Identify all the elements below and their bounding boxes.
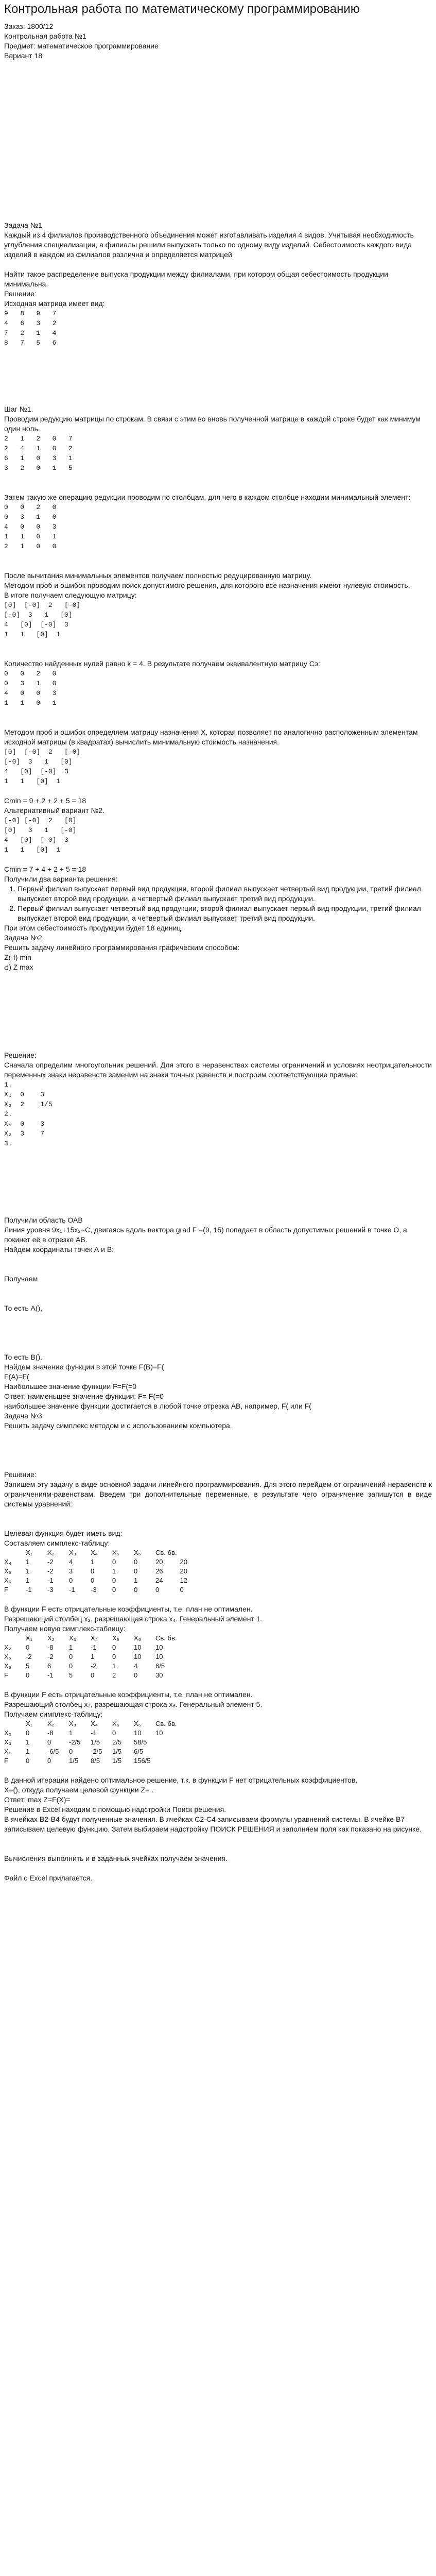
- file-text: Файл с Excel прилагается.: [4, 1874, 93, 1882]
- task1-text: Каждый из 4 филиалов производственного объединения может изготавливать изделия 4 видов. Учитывая необходимость углубления специализации, а филиалы решили выпускать только по одному виду изделий. Себестоимость каждого вида изделий в каждом из филиалов различна и определяется матрицей: [4, 231, 414, 259]
- matrix-alt: [-0] [-0] 2 [0] [0] 3 1 [-0] 4 [0] [-0] 3 1 1 [0] 1: [4, 817, 77, 854]
- cmin1: Cmin = 9 + 2 + 2 + 5 = 18: [4, 796, 86, 805]
- task2-heading: Задача №2: [4, 934, 42, 942]
- r1-text: Разрешающий столбец x₂, разрешающая строка x₄. Генеральный элемент 1.: [4, 1615, 263, 1623]
- table-row: X₅ -2 -2 0 1 0 10 10: [4, 1653, 163, 1660]
- table-row: F -1 -3 -1 -3 0 0 0 0: [4, 1586, 184, 1594]
- table-row: X₁ 1 -6/5 0 -2/5 1/5 6/5: [4, 1748, 144, 1755]
- new2-text: Получаем симплекс-таблицу:: [4, 1710, 103, 1718]
- task1-matrix-label: Исходная матрица имеет вид:: [4, 299, 105, 308]
- min-cost: При этом себестоимость продукции будет 18 единиц.: [4, 924, 183, 932]
- task2-objective: Z(-f) min: [4, 953, 31, 961]
- f1-text: В функции F есть отрицательные коэффициенты, т.е. план не оптимален.: [4, 1605, 253, 1613]
- table-row: X₆ 5 6 0 -2 1 4 6/5: [4, 1662, 165, 1670]
- task1-solution-label: Решение:: [4, 290, 37, 298]
- step4-text: Методом проб и ошибок проводим поиск допустимого решения, для которого все назначения имеют нулевую стоимость.: [4, 581, 410, 589]
- task1-heading: Задача №1: [4, 221, 42, 229]
- r2-text: Разрешающий столбец x₂, разрешающая строка x₆. Генеральный элемент 5.: [4, 1700, 263, 1708]
- fbig-text: Наибольшее значение функции F=F(=0: [4, 1382, 136, 1391]
- work-title: Контрольная работа №1: [4, 32, 86, 40]
- new1-text: Получаем новую симплекс-таблицу:: [4, 1624, 126, 1633]
- matrix-step1: 2 1 2 0 7 2 4 1 0 2 6 1 0 3 1 3 2 0 1 5: [4, 435, 73, 472]
- opt-text: X=(), откуда получаем целевой функции Z= .: [4, 1786, 153, 1794]
- task2-solution-label: Решение:: [4, 1051, 37, 1059]
- fmin2-text: наибольшее значение функции достигается в любой точке отрезка АВ, например, F( или F(: [4, 1402, 311, 1410]
- point-a: То есть А(),: [4, 1304, 43, 1312]
- lines-table: 1. X₁ 0 3 X₂ 2 1/5 2. X₁ 0 3 X₂ 3 7 3.: [4, 1081, 53, 1147]
- step1-heading: Шаг №1.: [4, 405, 33, 413]
- coords-text: Найдем координаты точек А и В:: [4, 1245, 114, 1253]
- list-item: 2. Первый филиал выпускает четвертый вид продукции, второй филиал выпускает первый вид продукции, третий филиал выпускает второй вид продукции, а четвертый филиал выпускает третий вид продукции.: [18, 904, 432, 923]
- table-row: X₅ 1 -2 3 0 1 0 26 20: [4, 1567, 187, 1575]
- excel-desc: В ячейках В2-В4 будут полученные значения. В ячейках С2-С4 записываем формулы уравнений системы. В ячейке В7 записываем целевую функцию. Затем выбираем надстройку ПОИСК РЕШЕНИЯ и заполняем поля как показано на рисунке.: [4, 1815, 422, 1833]
- f2-text: В функции F есть отрицательные коэффициенты, т.е. план не оптимален.: [4, 1690, 253, 1699]
- table-row: F 0 0 1/5 8/5 1/5 156/5: [4, 1757, 151, 1765]
- step2-text: Затем такую же операцию редукции проводим по столбцам, для чего в каждом столбце находим минимальный элемент:: [4, 493, 411, 501]
- simplex-table-1: X₁ X₂ X₃ X₄ X₅ X₆ Св. бв. X₄ 1 -2 4 1 0 0 20 20 X₅ 1 -2 3 0 1 0 26 20 X₆ 1 -1 0 0 0 1 24 12 F -1 -3 -1 -3 0 0 0 0: [4, 1548, 201, 1595]
- table-row: X₂ 0 -8 1 -1 0 10 10: [4, 1643, 163, 1651]
- count-text: Количество найденных нулей равно k = 4. В результате получаем эквивалентную матрицу Cэ:: [4, 659, 320, 668]
- fmax-text: Найдем значение функции в этой точке F(B)=F(: [4, 1363, 164, 1371]
- region-text: Получили область ОАВ: [4, 1216, 83, 1224]
- simplex-table-2: X₁ X₂ X₃ X₄ X₅ X₆ Св. бв. X₂ 0 -8 1 -1 0 10 10 X₅ -2 -2 0 1 0 10 10 X₆ 5 6 0 -2 1 4 6/5 F 0 -1 5 0 2 0 30: [4, 1634, 180, 1680]
- table-row: X₂ 0 -8 1 -1 0 10 10: [4, 1729, 163, 1737]
- answer-list: [4, 884, 432, 923]
- goal-text: Целевая функция будет иметь вид:: [4, 1529, 123, 1537]
- final-text: В данной итерации найдено оптимальное решение, т.к. в функции F нет отрицательных коэффициентов.: [4, 1776, 358, 1784]
- get-text: Получаем: [4, 1275, 38, 1283]
- list-item: 1. Первый филиал выпускает первый вид продукции, второй филиал выпускает четвертый вид продукции, третий филиал выпускает второй вид продукции, а четвертый филиал выпускает третий вид продукции.: [18, 884, 432, 904]
- step1-text: Проводим редукцию матрицы по строкам. В связи с этим во вновь полученной матрице в каждой строке будет как минимум один ноль.: [4, 415, 421, 433]
- matrix-step3: [0] [-0] 2 [-0] [-0] 3 1 [0] 4 [0] [-0] 3 1 1 [0] 1: [4, 601, 81, 638]
- task2-text: Решить задачу линейного программирования графическим способом:: [4, 943, 240, 952]
- variant-line: Вариант 18: [4, 52, 43, 60]
- simplex-table-3: X₁ X₂ X₃ X₄ X₅ X₆ Св. бв. X₂ 0 -8 1 -1 0 10 10 X₃ 1 0 -2/5 1/5 2/5 58/5 X₁ 1 -6/5 0 -2/5 1/5 6/5 F 0 0 1/5 8/5 1/5 156/5: [4, 1719, 180, 1766]
- excel-text: Решение в Excel находим с помощью надстройки Поиск решения.: [4, 1805, 226, 1814]
- matrix-equivalent: 0 0 2 0 0 3 1 0 4 0 0 3 1 1 0 1: [4, 670, 57, 707]
- alt-variant: Альтернативный вариант №2.: [4, 806, 105, 815]
- table-row: F 0 -1 5 0 2 0 30: [4, 1671, 163, 1679]
- step3-text: После вычитания минимальных элементов получаем полностью редуцированную матрицу.: [4, 571, 312, 580]
- task1-text2: Найти такое распределение выпуска продукции между филиалами, при котором общая себестоимость продукции минимальна.: [4, 270, 388, 288]
- matrix-initial: 9 8 9 7 4 6 3 2 7 2 1 4 8 7 5 6: [4, 310, 57, 347]
- task2-solution-text: Сначала определим многоугольник решений. Для этого в неравенствах системы ограничений и условиях неотрицательности переменных знаки неравенств заменим на знаки точных равенств и построим соответствующие прямые:: [4, 1061, 432, 1079]
- fmin-text: Ответ: наименьшее значение функции: F= F(=0: [4, 1392, 164, 1400]
- table-label: Составляем симплекс-таблицу:: [4, 1539, 110, 1547]
- document-page: [0, 2, 436, 1883]
- table-row: X₄ 1 -2 4 1 0 0 20 20: [4, 1558, 187, 1566]
- cmin2: Cmin = 7 + 4 + 2 + 5 = 18: [4, 865, 86, 873]
- answer-text: Ответ: max Z=F(X)=: [4, 1795, 71, 1804]
- subject-line: Предмет: математическое программирование: [4, 42, 159, 50]
- answer-title: Получили два варианта решения:: [4, 875, 118, 883]
- task3-text: Решить задачу симплекс методом и с использованием компьютера.: [4, 1421, 232, 1430]
- task2-constraint: Ԁ) Z max: [4, 963, 33, 971]
- matrix-step2: 0 0 2 0 0 3 1 0 4 0 0 3 1 1 0 1 2 1 0 0: [4, 503, 57, 550]
- order-number: Заказ: 1800/12: [4, 22, 54, 30]
- last-text: Вычисления выполнить и в заданных ячейках получаем значения.: [4, 1854, 228, 1862]
- table-row: X₆ 1 -1 0 0 0 1 24 12: [4, 1577, 187, 1584]
- point-b: То есть В().: [4, 1353, 43, 1361]
- matrix-assignment: [0] [-0] 2 [-0] [-0] 3 1 [0] 4 [0] [-0] 3 1 1 [0] 1: [4, 748, 81, 785]
- table-row: X₃ 1 0 -2/5 1/5 2/5 58/5: [4, 1738, 147, 1746]
- hungarian-text: Методом проб и ошибок определяем матрицу назначения Х, которая позволяет по аналогично расположенным элементам исходной матрицы (в квадратах) вычислить минимальную стоимость назначения.: [4, 728, 418, 746]
- task3-solution-label: Решение:: [4, 1470, 37, 1479]
- grad-text: Линия уровня 9x₁+15x₂=C, двигаясь вдоль вектора grad F =(9, 15) попадает в область допустимых решений в точке О, а покинет её в отрезке АВ.: [4, 1226, 407, 1244]
- page-title: Контрольная работа по математическому программированию: [4, 2, 360, 16]
- fmax2-text: F(A)=F(: [4, 1372, 29, 1381]
- step5-text: В итоге получаем следующую матрицу:: [4, 591, 137, 599]
- task3-heading: Задача №3: [4, 1412, 42, 1420]
- task3-text-long: Запишем эту задачу в виде основной задачи линейного программирования. Для этого перейдем от ограничений-неравенств к ограничениям-равенствам. Введем три дополнительные переменные, в результате чего ограничение запишутся в виде системы уравнений:: [4, 1480, 432, 1508]
